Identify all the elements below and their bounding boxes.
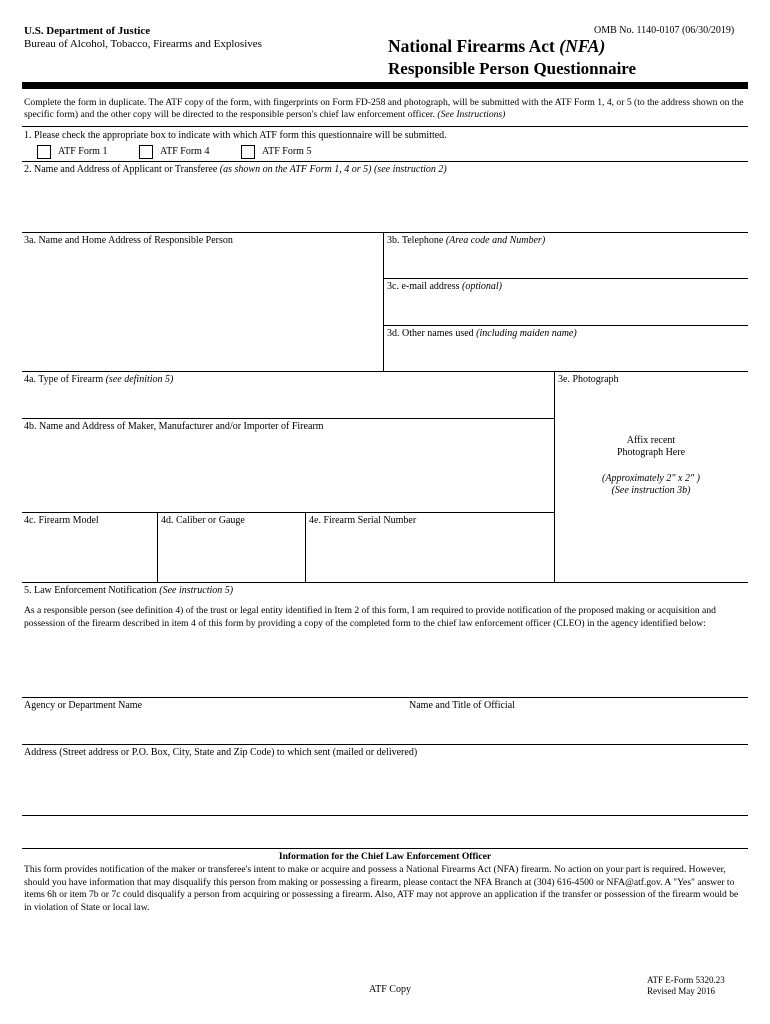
- cleo-info-heading: Information for the Chief Law Enforcement Officer: [278, 851, 492, 862]
- item4a-label: [24, 374, 173, 386]
- checkbox-atf-form-1[interactable]: [37, 145, 51, 159]
- photo-size-note: (Approximately 2" x 2" ): [602, 473, 700, 484]
- item4a-note: (see definition 5): [105, 374, 174, 385]
- divider: [22, 512, 554, 513]
- photo-instruction-2: Photograph Here: [616, 447, 686, 458]
- item3b-note: (Area code and Number): [445, 235, 546, 246]
- divider: [22, 232, 748, 233]
- item4c-label: 4c. Firearm Model: [24, 515, 99, 526]
- item4b-label: 4b. Name and Address of Maker, Manufacturer and/or Importer of Firearm: [24, 421, 324, 432]
- telephone-field[interactable]: [387, 249, 745, 277]
- official-field-label: Name and Title of Official: [409, 700, 515, 711]
- checkbox-atf-form-5[interactable]: [241, 145, 255, 159]
- option-atf-form-5: ATF Form 5: [262, 146, 312, 157]
- item2-label: [24, 164, 447, 176]
- divider: [22, 744, 748, 745]
- caliber-gauge-field[interactable]: [161, 529, 302, 579]
- cleo-address-field[interactable]: [24, 761, 746, 813]
- intro-body: Complete the form in duplicate. The ATF copy of the form, with fingerprints on Form FD-258 and photograph, will be submitted with the ATF Form 1, 4, or 5 (to the address shown on the specific form) and the other copy will be directed to the responsible person's chief law enforcement officer.: [24, 97, 744, 120]
- item2-note: (as shown on the ATF Form 1, 4 or 5) (see instruction 2): [219, 164, 447, 175]
- form-title-abbr: (NFA): [559, 36, 606, 56]
- divider: [22, 697, 748, 698]
- divider: [22, 582, 748, 583]
- address-field-label: Address (Street address or P.O. Box, City, State and Zip Code) to which sent (mailed or delivered): [24, 747, 418, 758]
- bureau-name: Bureau of Alcohol, Tobacco, Firearms and Explosives: [24, 38, 262, 50]
- item5-text: As a responsible person (see definition 4) of the trust or legal entity identified in Item 2 of this form, I am required to provide notification of the proposed making or acquisition and possession of the firearm described in item 4 of this form by providing a copy of the completed form to the chief law enforcement officer (CLEO) in the agency identified below:: [24, 605, 716, 629]
- item3e-label: 3e. Photograph: [558, 374, 619, 385]
- firearm-type-field[interactable]: [24, 388, 551, 416]
- agency-field-label: Agency or Department Name: [24, 700, 143, 711]
- item3c-label: [387, 281, 502, 293]
- divider: [383, 325, 748, 326]
- email-field[interactable]: [387, 295, 745, 323]
- copy-designation: ATF Copy: [369, 984, 411, 995]
- divider: [305, 512, 306, 582]
- item4e-label: 4e. Firearm Serial Number: [309, 515, 417, 526]
- item3b-label: [387, 235, 545, 247]
- item3c-label-text: 3c. e-mail address: [387, 281, 462, 292]
- omb-number: OMB No. 1140-0107 (06/30/2019): [594, 25, 735, 36]
- header-rule: [22, 82, 748, 89]
- divider: [554, 371, 555, 582]
- serial-number-field[interactable]: [309, 529, 551, 579]
- form-subtitle: Responsible Person Questionnaire: [388, 59, 637, 78]
- agency-name: U.S. Department of Justice: [24, 25, 151, 37]
- divider: [22, 848, 748, 849]
- item4d-label: 4d. Caliber or Gauge: [161, 515, 245, 526]
- form-title-main: National Firearms Act: [388, 36, 560, 56]
- option-atf-form-4: ATF Form 4: [160, 146, 210, 157]
- photo-instruction-ref: (See instruction 3b): [611, 485, 691, 496]
- divider: [22, 815, 748, 816]
- item3a-label: 3a. Name and Home Address of Responsible Person: [24, 235, 233, 246]
- divider: [22, 126, 748, 127]
- item1-label: 1. Please check the appropriate box to indicate with which ATF form this questionnaire will be submitted.: [24, 130, 447, 141]
- intro-text: [24, 97, 744, 121]
- divider: [157, 512, 158, 582]
- item2-label-text: 2. Name and Address of Applicant or Transferee: [24, 164, 220, 175]
- checkbox-atf-form-4[interactable]: [139, 145, 153, 159]
- revision-date: Revised May 2016: [647, 986, 715, 996]
- divider: [22, 371, 748, 372]
- divider: [22, 161, 748, 162]
- item5-label-text: 5. Law Enforcement Notification: [24, 585, 160, 596]
- item3d-note: (including maiden name): [476, 328, 577, 339]
- applicant-name-address-field[interactable]: [24, 178, 746, 230]
- divider: [383, 278, 748, 279]
- maker-name-address-field[interactable]: [24, 435, 551, 510]
- item5-label: [24, 585, 233, 597]
- form-title: [388, 36, 605, 56]
- item5-note: (See instruction 5): [159, 585, 234, 596]
- photo-instruction-1: Affix recent: [626, 435, 676, 446]
- item3d-label-text: 3d. Other names used: [387, 328, 477, 339]
- divider: [22, 418, 554, 419]
- divider: [383, 232, 384, 371]
- item4a-label-text: 4a. Type of Firearm: [24, 374, 106, 385]
- item3d-label: [387, 328, 577, 340]
- photograph-area[interactable]: [556, 388, 746, 580]
- intro-ref: (See Instructions): [437, 109, 506, 120]
- item3b-label-text: 3b. Telephone: [387, 235, 446, 246]
- item3c-note: (optional): [461, 281, 502, 292]
- official-name-field[interactable]: [409, 713, 745, 741]
- form-number: ATF E-Form 5320.23: [647, 975, 725, 985]
- agency-name-field[interactable]: [24, 713, 404, 741]
- option-atf-form-1: ATF Form 1: [58, 146, 108, 157]
- other-names-field[interactable]: [387, 342, 745, 369]
- cleo-info-text: This form provides notification of the maker or transferee's intent to make or acquire and possess a National Firearms Act (NFA) firearm. No action on your part is required. However, should you have information that may disqualify this person from making or possessing a firearm, please contact the NFA Branch at (304) 616-4500 or NFA@atf.gov. A "Yes" answer to items 6h or item 7b or 7c could disqualify a person from acquiring or possessing a firearm. Also, ATF may not approve an application if the transfer or possession of the firearm would be in violation of State or local law.: [24, 864, 739, 913]
- firearm-model-field[interactable]: [24, 529, 154, 579]
- responsible-person-address-field[interactable]: [24, 249, 380, 369]
